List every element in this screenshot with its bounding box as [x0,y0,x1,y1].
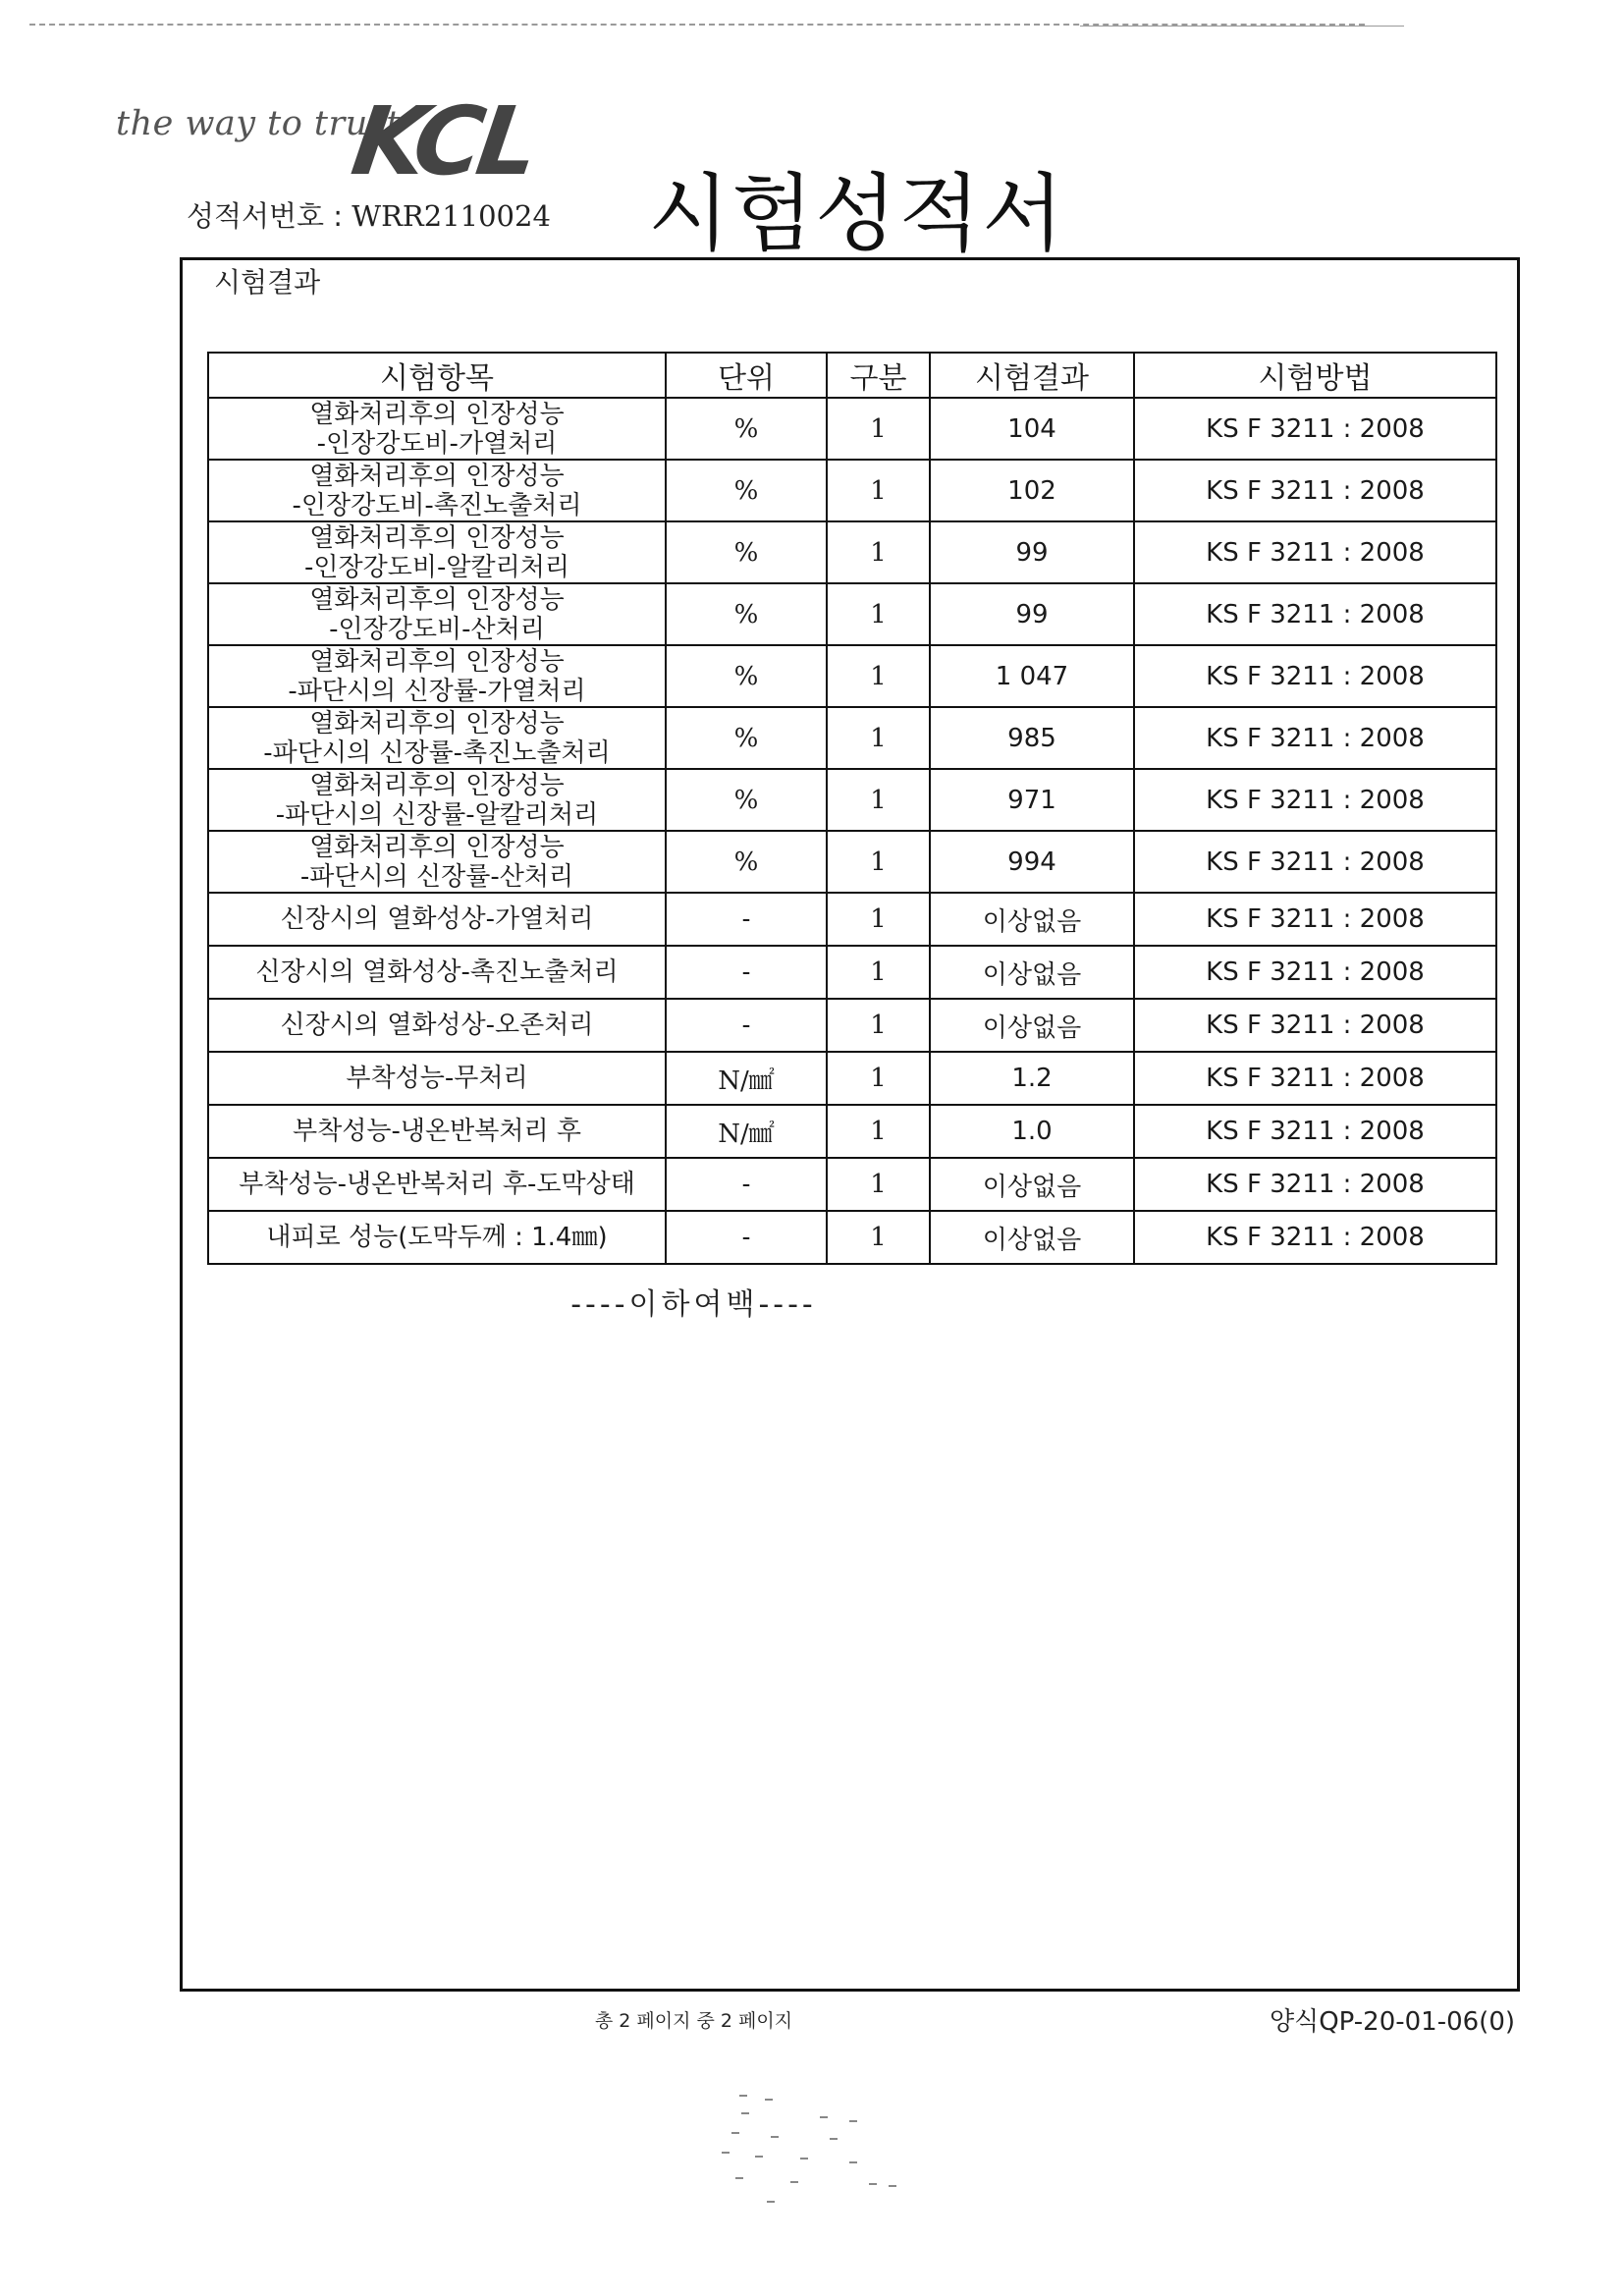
method-cell: KS F 3211 : 2008 [1134,583,1496,645]
form-number: 양식QP-20-01-06(0) [1269,2007,1515,2037]
test-item: 부착성능-냉온반복처리 후 [208,1105,666,1158]
division-cell: 1 [827,645,930,707]
division-cell: 1 [827,521,930,583]
test-item-line: 열화처리후의 인장성능 [309,708,565,738]
division-cell: 1 [827,460,930,521]
unit-cell: - [666,999,827,1052]
division-cell: 1 [827,707,930,769]
division-cell: 1 [827,893,930,946]
method-cell: KS F 3211 : 2008 [1134,645,1496,707]
report-number-label: 성적서번호 : [187,199,352,233]
division-cell: 1 [827,946,930,999]
result-cell: 994 [930,831,1134,893]
table-row [208,460,1496,521]
test-item [208,521,666,583]
col-header-division: 구분 [827,353,930,398]
test-item [208,831,666,893]
result-cell: 99 [930,521,1134,583]
result-cell: 이상없음 [930,893,1134,946]
method-cell: KS F 3211 : 2008 [1134,1052,1496,1105]
test-item-line: 열화처리후의 인장성능 [309,770,565,800]
brand-tagline: the way to trust [116,104,401,143]
test-item-line: -파단시의 신장률-가열처리 [288,676,586,706]
test-item [208,583,666,645]
method-cell: KS F 3211 : 2008 [1134,707,1496,769]
test-item-line: -파단시의 신장률-촉진노출처리 [263,738,611,768]
table-row [208,893,1496,946]
table-row [208,1211,1496,1264]
page-info: 총 2 페이지 중 2 페이지 [594,2010,793,2032]
test-item: 내피로 성능(도막두께 : 1.4㎜) [208,1211,666,1264]
table-row [208,398,1496,460]
division-cell: 1 [827,398,930,460]
unit-cell: % [666,645,827,707]
unit-cell: % [666,521,827,583]
unit-cell: % [666,769,827,831]
table-row [208,645,1496,707]
method-cell: KS F 3211 : 2008 [1134,398,1496,460]
result-cell: 이상없음 [930,1158,1134,1211]
test-item-line: -인장강도비-알칼리처리 [304,552,569,582]
unit-cell: N/㎟ [666,1105,827,1158]
result-cell: 이상없음 [930,999,1134,1052]
test-item-line: -파단시의 신장률-산처리 [299,861,574,892]
test-item-line: 열화처리후의 인장성능 [309,461,565,491]
test-item-line: 열화처리후의 인장성능 [309,399,565,429]
result-cell: 102 [930,460,1134,521]
result-cell: 99 [930,583,1134,645]
section-title: 시험결과 [214,266,321,299]
table-row [208,707,1496,769]
result-cell: 1.0 [930,1105,1134,1158]
test-item: 신장시의 열화성상-촉진노출처리 [208,946,666,999]
test-item: 신장시의 열화성상-오존처리 [208,999,666,1052]
scan-top-line-2 [1080,26,1404,27]
test-item [208,460,666,521]
result-cell: 1.2 [930,1052,1134,1105]
test-item-line: -인장강도비-촉진노출처리 [292,490,582,520]
table-row [208,521,1496,583]
result-cell: 104 [930,398,1134,460]
table-row [208,769,1496,831]
result-cell: 985 [930,707,1134,769]
unit-cell: - [666,1158,827,1211]
test-item-line: -인장강도비-산처리 [329,614,545,644]
method-cell: KS F 3211 : 2008 [1134,1105,1496,1158]
test-item-line: 열화처리후의 인장성능 [309,832,565,862]
result-cell: 이상없음 [930,946,1134,999]
col-header-method: 시험방법 [1134,353,1496,398]
test-item [208,645,666,707]
division-cell: 1 [827,999,930,1052]
unit-cell: - [666,1211,827,1264]
report-number [187,194,551,235]
method-cell: KS F 3211 : 2008 [1134,769,1496,831]
division-cell: 1 [827,1211,930,1264]
scan-specks [712,2087,928,2224]
division-cell: 1 [827,1158,930,1211]
division-cell: 1 [827,831,930,893]
result-cell: 1 047 [930,645,1134,707]
division-cell: 1 [827,1052,930,1105]
division-cell: 1 [827,1105,930,1158]
col-header-item: 시험항목 [208,353,666,398]
unit-cell: % [666,460,827,521]
test-item-line: 열화처리후의 인장성능 [309,522,565,553]
table-row [208,1105,1496,1158]
table-row [208,1052,1496,1105]
test-item-line: -파단시의 신장률-알칼리처리 [275,799,599,830]
unit-cell: % [666,583,827,645]
method-cell: KS F 3211 : 2008 [1134,460,1496,521]
table-row [208,831,1496,893]
test-item-line: -인장강도비-가열처리 [316,428,558,459]
method-cell: KS F 3211 : 2008 [1134,521,1496,583]
test-item: 부착성능-냉온반복처리 후-도막상태 [208,1158,666,1211]
test-item: 부착성능-무처리 [208,1052,666,1105]
unit-cell: % [666,398,827,460]
unit-cell: N/㎟ [666,1052,827,1105]
test-item-line: 열화처리후의 인장성능 [309,646,565,677]
document-title: 시험성적서 [648,165,1066,263]
method-cell: KS F 3211 : 2008 [1134,831,1496,893]
col-header-result: 시험결과 [930,353,1134,398]
report-number-value: WRR2110024 [352,199,551,233]
table-row [208,1158,1496,1211]
kcl-logo: KCL [346,86,540,196]
method-cell: KS F 3211 : 2008 [1134,1158,1496,1211]
results-table [207,352,1497,1265]
division-cell: 1 [827,583,930,645]
unit-cell: % [666,831,827,893]
unit-cell: - [666,893,827,946]
method-cell: KS F 3211 : 2008 [1134,1211,1496,1264]
result-cell: 971 [930,769,1134,831]
table-row [208,999,1496,1052]
unit-cell: % [666,707,827,769]
test-item [208,398,666,460]
method-cell: KS F 3211 : 2008 [1134,893,1496,946]
test-item-line: 열화처리후의 인장성능 [309,584,565,615]
division-cell: 1 [827,769,930,831]
result-cell: 이상없음 [930,1211,1134,1264]
table-row [208,946,1496,999]
test-item: 신장시의 열화성상-가열처리 [208,893,666,946]
col-header-unit: 단위 [666,353,827,398]
unit-cell: - [666,946,827,999]
method-cell: KS F 3211 : 2008 [1134,946,1496,999]
test-item [208,707,666,769]
table-row [208,583,1496,645]
method-cell: KS F 3211 : 2008 [1134,999,1496,1052]
end-of-content-mark: ----이하여백---- [570,1287,817,1322]
table-header-row [208,353,1496,398]
test-item [208,769,666,831]
